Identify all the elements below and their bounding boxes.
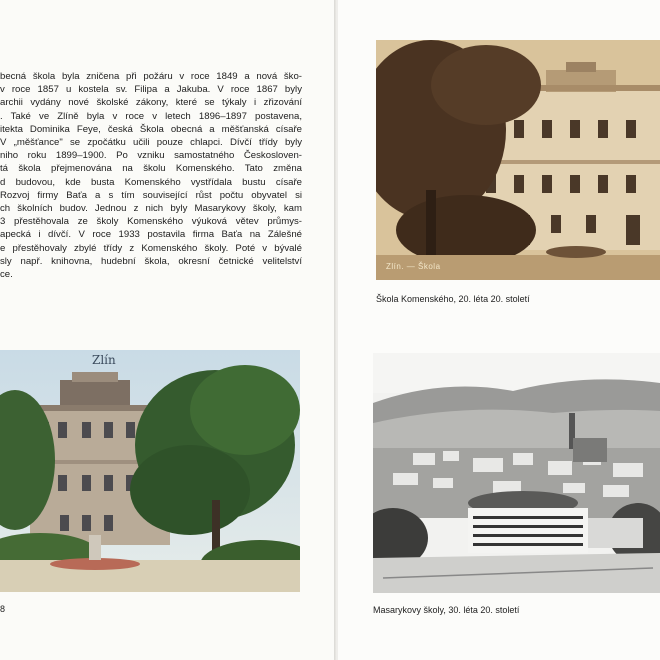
text-line: archii vydány nové školské zákony, které se týkaly i zřizování xyxy=(0,97,302,109)
text-line: Rozvoj firmy Baťa a s tím související růst počtu obyvatel si xyxy=(0,189,302,201)
text-line: becná škola byla zničena při požáru v roce 1849 a nová ško- xyxy=(0,71,302,82)
text-line: 3 přestěhovala ze školy Komenského výuková větev průmys- xyxy=(0,216,302,228)
text-line: apecká i dívčí. V roce 1933 postavila firma Baťa na Zálešné xyxy=(0,229,302,241)
text-line: ce. xyxy=(0,269,13,281)
komensky-school-photo xyxy=(376,40,660,280)
text-line: d budovou, kde busta Komenského vystřídala bustu císaře xyxy=(0,176,302,188)
text-line: itekta Dominika Feye, česká Škola obecná a měšťanská císaře xyxy=(0,123,302,135)
text-line: e přestěhovaly zbylé třídy z Komenského školy. Poté v bývalé xyxy=(0,242,302,254)
text-line: ch školních budov. Jednou z nich byly Masarykovy školy, kam xyxy=(0,203,302,215)
caption-masaryk-schools: Masarykovy školy, 30. léta 20. století xyxy=(373,605,520,615)
masaryk-schools-illustration xyxy=(373,353,660,593)
komensky-school-illustration xyxy=(376,40,660,280)
photo-stamp: Zlín. — Škola xyxy=(386,262,441,271)
body-text xyxy=(0,70,302,281)
text-line: niho roku 1899–1900. Po vzniku samostatného Českosloven- xyxy=(0,150,302,162)
text-line: v roce 1857 u kostela sv. Filipa a Jakuba. V roce 1867 byly xyxy=(0,84,302,96)
text-line: tá škola přejmenována na školu Komenského. Tato změna xyxy=(0,163,302,175)
caption-komensky-school: Škola Komenského, 20. léta 20. století xyxy=(376,294,530,304)
page-number: 8 xyxy=(0,604,6,614)
school-postcard-illustration xyxy=(0,350,300,592)
text-line: sly např. knihovna, hudební škola, okresní četnické velitelství xyxy=(0,255,302,267)
photo-title: Zlín xyxy=(92,353,116,367)
text-line: . Také ve Zlíně byla v roce v letech 1896–1897 postavena, xyxy=(0,110,302,122)
school-postcard-photo xyxy=(0,350,300,592)
text-line: V „měšťance" se zpočátku učili pouze chlapci. Dívčí třídy byly xyxy=(0,137,302,149)
right-page xyxy=(338,0,660,660)
masaryk-schools-photo xyxy=(373,353,660,593)
